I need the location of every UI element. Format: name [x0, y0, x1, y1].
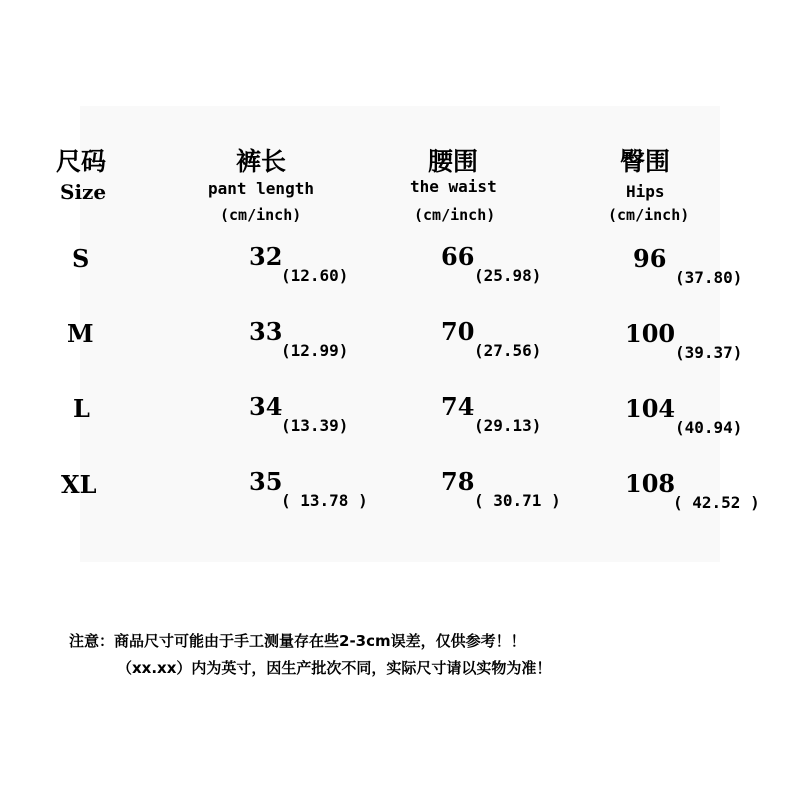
note-line-2: （xx.xx）内为英寸，因生产批次不同，实际尺寸请以实物为准！	[117, 659, 552, 677]
pant-length-cm: 32	[249, 242, 283, 271]
waist-inch: (25.98)	[474, 266, 542, 285]
pant-length-cm: 33	[249, 317, 283, 346]
waist-cm: 74	[441, 392, 475, 421]
pant-length-inch: ( 13.78 )	[281, 491, 368, 510]
hips-inch: (39.37)	[675, 343, 743, 362]
hips-inch: ( 42.52 )	[673, 493, 760, 512]
pant-length-inch: (12.60)	[281, 266, 349, 285]
waist-header-en: the waist	[410, 177, 497, 196]
pant-length-cm: 34	[249, 392, 283, 421]
waist-cm: 66	[441, 242, 475, 271]
size-label: S	[72, 244, 90, 273]
hips-cm: 100	[625, 319, 676, 348]
waist-cm: 70	[441, 317, 475, 346]
hips-cm: 104	[625, 394, 676, 423]
pant-length-cm: 35	[249, 467, 283, 496]
size-header-zh: 尺码	[56, 147, 107, 176]
hips-unit: (cm/inch)	[608, 206, 690, 224]
pant-length-inch: (12.99)	[281, 341, 349, 360]
note-line-1: 注意：商品尺寸可能由于手工测量存在些2-3cm误差，仅供参考！！	[69, 632, 526, 650]
waist-header-zh: 腰围	[428, 147, 479, 176]
waist-inch: ( 30.71 )	[474, 491, 561, 510]
waist-unit: (cm/inch)	[414, 206, 496, 224]
waist-inch: (27.56)	[474, 341, 542, 360]
pant-length-header-en: pant length	[208, 179, 314, 198]
pant-length-inch: (13.39)	[281, 416, 349, 435]
hips-header-en: Hips	[626, 182, 665, 201]
hips-inch: (40.94)	[675, 418, 743, 437]
pant-length-header-zh: 裤长	[236, 147, 287, 176]
hips-inch: (37.80)	[675, 268, 743, 287]
size-label: XL	[61, 470, 97, 499]
waist-inch: (29.13)	[474, 416, 542, 435]
size-label: M	[67, 319, 94, 348]
size-header-en: Size	[60, 180, 107, 204]
pant-length-unit: (cm/inch)	[220, 206, 302, 224]
hips-header-zh: 臀围	[620, 147, 671, 176]
hips-cm: 108	[625, 469, 676, 498]
size-label: L	[73, 394, 90, 423]
waist-cm: 78	[441, 467, 475, 496]
hips-cm: 96	[633, 244, 667, 273]
